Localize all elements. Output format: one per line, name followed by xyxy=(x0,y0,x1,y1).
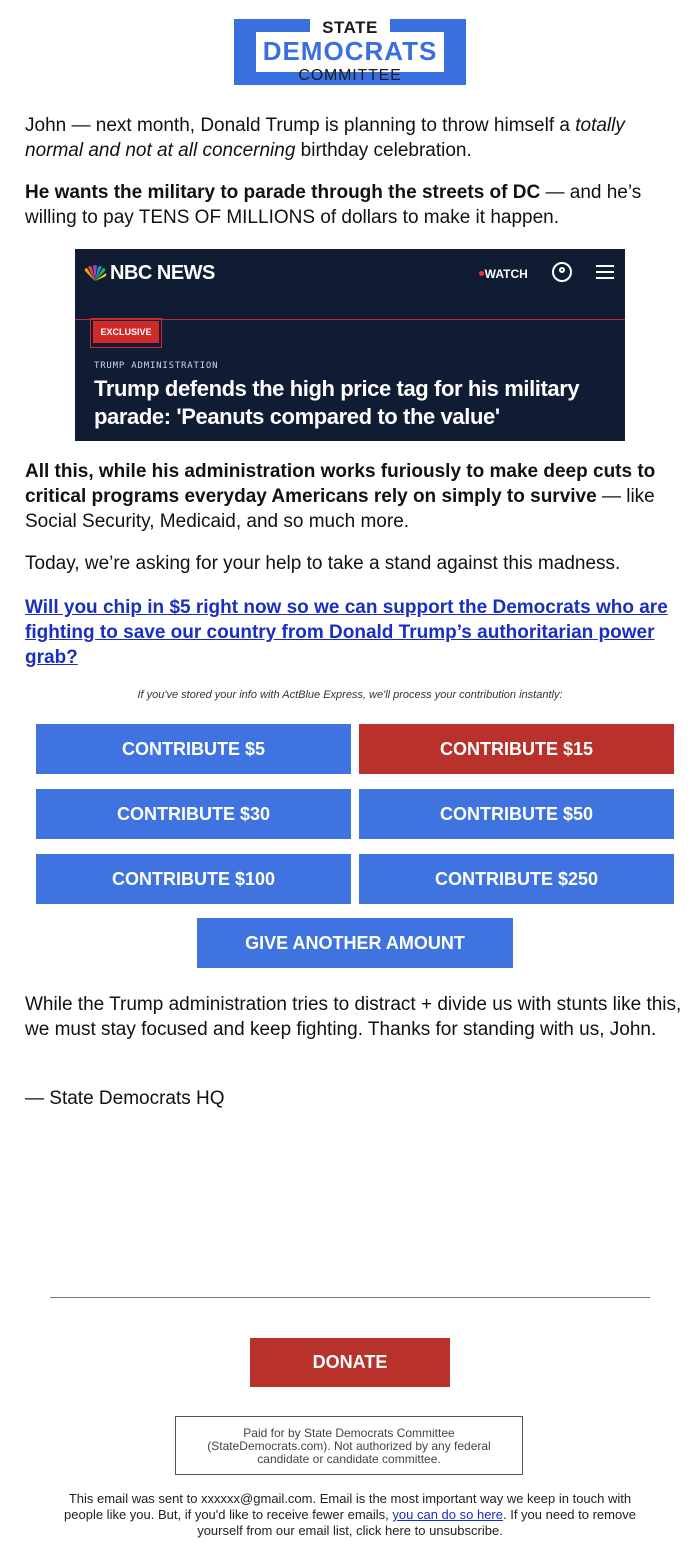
contribute-100-button[interactable]: CONTRIBUTE $100 xyxy=(36,854,351,904)
fewer-emails-link[interactable]: you can do so here xyxy=(392,1507,503,1522)
logo-line-democrats: DEMOCRATS xyxy=(262,36,438,66)
give-another-amount-button[interactable]: GIVE ANOTHER AMOUNT xyxy=(197,918,513,968)
watch-label: WATCH xyxy=(484,267,528,281)
contribute-50-button[interactable]: CONTRIBUTE $50 xyxy=(359,789,674,839)
state-democrats-logo xyxy=(234,19,466,85)
exclusive-badge: EXCLUSIVE xyxy=(93,321,159,343)
account-icon xyxy=(552,262,572,282)
nbc-peacock-icon xyxy=(83,265,107,281)
military-parade-paragraph: He wants the military to parade through the streets of DC — and he’s willing to pay TENS OF MILLIONS of dollars to make it happen. xyxy=(25,182,642,228)
cta-paragraph xyxy=(25,595,685,670)
news-kicker: TRUMP ADMINISTRATION xyxy=(94,361,219,371)
nbc-news-brand: NBC NEWS xyxy=(110,262,215,284)
contribute-250-button[interactable]: CONTRIBUTE $250 xyxy=(359,854,674,904)
signoff: — State Democrats HQ xyxy=(25,1088,225,1109)
nbc-news-screenshot-image[interactable] xyxy=(75,249,625,441)
paid-for-disclaimer: Paid for by State Democrats Committee (StateDemocrats.com). Not authorized by any federal candidate or candidate committee. xyxy=(175,1416,523,1475)
stand-paragraph: Today, we’re asking for your help to take a stand against this madness. xyxy=(25,553,621,574)
footer-divider xyxy=(50,1297,650,1298)
news-headline: Trump defends the high price tag for his military parade: 'Peanuts compared to the value' xyxy=(94,376,580,429)
contribute-30-button[interactable]: CONTRIBUTE $30 xyxy=(36,789,351,839)
chip-in-link[interactable]: Will you chip in $5 right now so we can support the Democrats who are fighting to save our country from Donald Trump’s authoritarian power grab? xyxy=(25,597,668,668)
contribute-15-button[interactable]: CONTRIBUTE $15 xyxy=(359,724,674,774)
logo-line-committee: COMMITTEE xyxy=(298,67,402,84)
hamburger-menu-icon xyxy=(596,265,614,279)
cuts-paragraph: All this, while his administration works furiously to make deep cuts to critical programs everyday Americans rely on simply to survive — like Social Security, Medicaid, and so much more. xyxy=(25,461,656,532)
actblue-note: If you've stored your info with ActBlue Express, we'll process your contribution instantly: xyxy=(137,689,563,701)
intro-paragraph: John — next month, Donald Trump is planning to throw himself a totally normal and not at all concerning birthday celebration. xyxy=(25,115,625,161)
closing-paragraph: While the Trump administration tries to distract + divide us with stunts like this, we must stay focused and keep fighting. Thanks for standing with us, John. xyxy=(25,994,682,1040)
contribute-5-button[interactable]: CONTRIBUTE $5 xyxy=(36,724,351,774)
footer-text: This email was sent to xxxxxx@gmail.com. Email is the most important way we keep in touch with people like you. But, if you'd like to receive fewer emails, you can do so here. If you need to remove yourself from our email list, click here to unsubscribe. xyxy=(64,1491,636,1538)
donate-button[interactable]: DONATE xyxy=(250,1338,450,1387)
logo-line-state: STATE xyxy=(310,19,390,36)
